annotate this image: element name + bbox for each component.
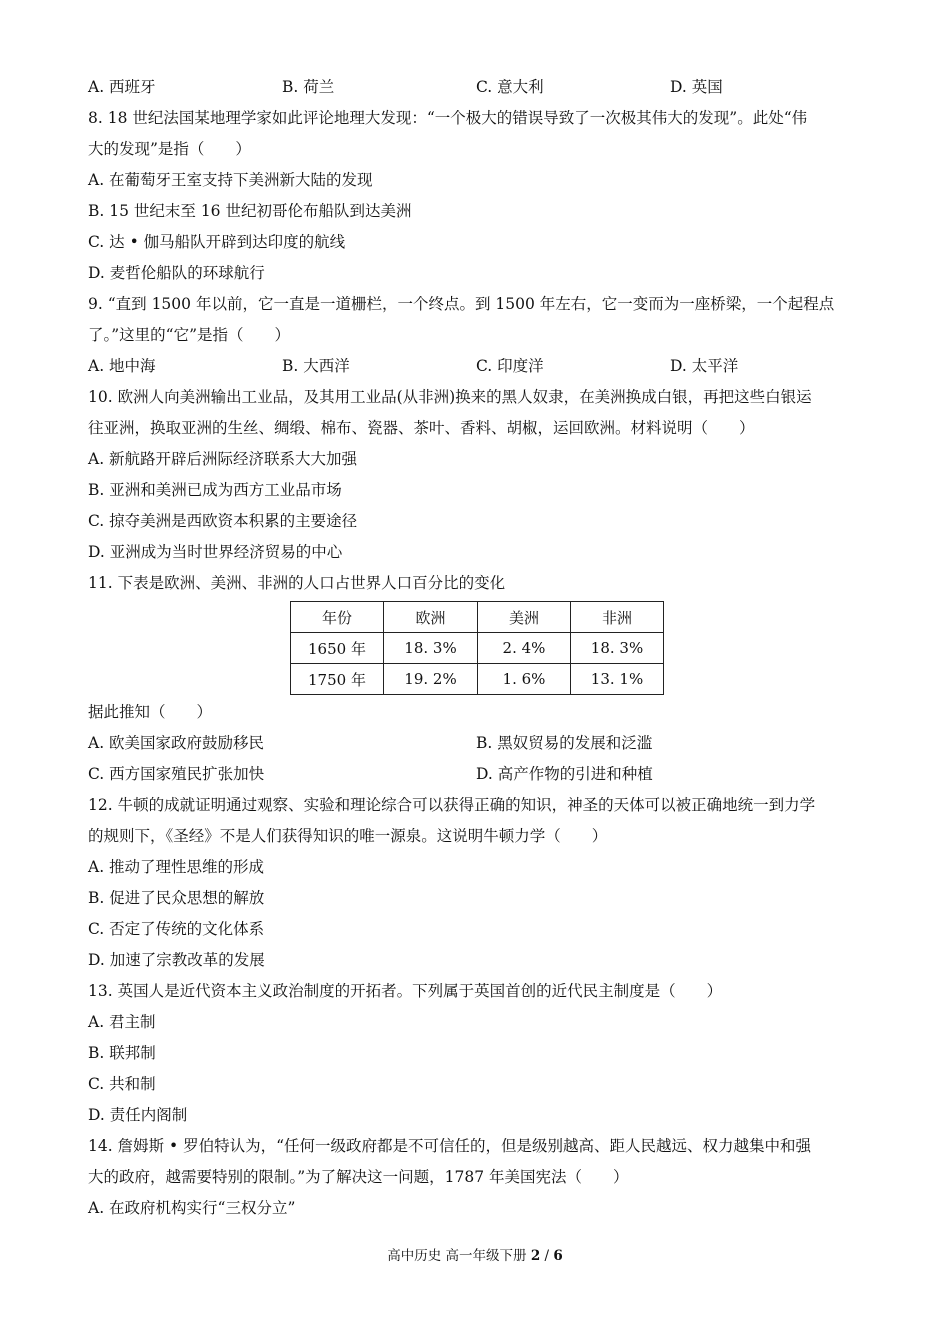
q11-option-b[interactable]: B. 黑奴贸易的发展和泛滥 [476, 734, 653, 752]
q9-option-a[interactable]: A. 地中海 [88, 357, 156, 375]
table-cell: 2. 4% [478, 633, 571, 664]
table-cell: 1650 年 [291, 633, 384, 664]
table-cell: 1. 6% [478, 664, 571, 695]
q13-option-c[interactable]: C. 共和制 [88, 1075, 156, 1093]
q10-option-d[interactable]: D. 亚洲成为当时世界经济贸易的中心 [88, 543, 343, 561]
table-header-year: 年份 [291, 602, 384, 633]
q8-option-d[interactable]: D. 麦哲伦船队的环球航行 [88, 264, 265, 282]
q8-stem-line2: 大的发现”是指（ ） [88, 140, 251, 158]
q7-options [88, 72, 866, 103]
q13-option-a[interactable]: A. 君主制 [88, 1013, 156, 1031]
q12-option-a[interactable]: A. 推动了理性思维的形成 [88, 858, 265, 876]
footer-page-separator: / [544, 1248, 550, 1264]
q9-option-c[interactable]: C. 印度洋 [476, 357, 544, 375]
exam-page [88, 72, 866, 1224]
q10-option-b[interactable]: B. 亚洲和美洲已成为西方工业品市场 [88, 481, 342, 499]
q13-option-b[interactable]: B. 联邦制 [88, 1044, 156, 1062]
table-cell: 19. 2% [384, 664, 478, 695]
q14-option-a[interactable]: A. 在政府机构实行“三权分立” [88, 1199, 296, 1217]
q12-option-c[interactable]: C. 否定了传统的文化体系 [88, 920, 265, 938]
q7-option-b[interactable]: B. 荷兰 [282, 78, 335, 96]
table-cell: 18. 3% [384, 633, 478, 664]
q11-option-a[interactable]: A. 欧美国家政府鼓励移民 [88, 734, 265, 752]
q10-stem-line1: 10. 欧洲人向美洲输出工业品，及其用工业品(从非洲)换来的黑人奴隶，在美洲换成白银，再把这些白银运 [88, 388, 812, 406]
q9-stem-line2: 了。”这里的“它”是指（ ） [88, 326, 291, 344]
q8-option-c[interactable]: C. 达 • 伽马船队开辟到达印度的航线 [88, 233, 346, 251]
table-header-america: 美洲 [478, 602, 571, 633]
footer-title: 高中历史 高一年级下册 [387, 1248, 527, 1264]
table-cell: 13. 1% [571, 664, 664, 695]
q9-option-b[interactable]: B. 大西洋 [282, 357, 350, 375]
page-footer [0, 1244, 950, 1264]
table-row [291, 633, 664, 664]
table-header-europe: 欧洲 [384, 602, 478, 633]
q10-option-c[interactable]: C. 掠夺美洲是西欧资本积累的主要途径 [88, 512, 358, 530]
q11-option-d[interactable]: D. 高产作物的引进和种植 [476, 765, 653, 783]
q11-stem: 11. 下表是欧洲、美洲、非洲的人口占世界人口百分比的变化 [88, 574, 506, 592]
q12-stem-line2: 的规则下，《圣经》不是人们获得知识的唯一源泉。这说明牛顿力学（ ） [88, 827, 608, 845]
q12-stem-line1: 12. 牛顿的成就证明通过观察、实验和理论综合可以获得正确的知识，神圣的天体可以被正确地统一到力学 [88, 796, 816, 814]
table-row [291, 664, 664, 695]
q8-stem-line1: 8. 18 世纪法国某地理学家如此评论地理大发现：“一个极大的错误导致了一次极其伟大的发现”。此处“伟 [88, 109, 808, 127]
table-cell: 1750 年 [291, 664, 384, 695]
footer-page-total: 6 [553, 1248, 563, 1264]
q13-stem: 13. 英国人是近代资本主义政治制度的开拓者。下列属于英国首创的近代民主制度是（ ） [88, 982, 723, 1000]
q13-option-d[interactable]: D. 责任内阁制 [88, 1106, 188, 1124]
q14-stem-line1: 14. 詹姆斯 • 罗伯特认为，“任何一级政府都是不可信任的，但是级别越高、距人民越远、权力越集中和强 [88, 1137, 812, 1155]
q10-stem-line2: 往亚洲，换取亚洲的生丝、绸缎、棉布、瓷器、茶叶、香料、胡椒，运回欧洲。材料说明（ ） [88, 419, 755, 437]
q9-option-d[interactable]: D. 太平洋 [670, 357, 739, 375]
q11-after-table: 据此推知（ ） [88, 703, 213, 721]
q10-option-a[interactable]: A. 新航路开辟后洲际经济联系大大加强 [88, 450, 358, 468]
table-cell: 18. 3% [571, 633, 664, 664]
q7-option-a[interactable]: A. 西班牙 [88, 78, 156, 96]
q11-option-c[interactable]: C. 西方国家殖民扩张加快 [88, 765, 265, 783]
footer-page-current: 2 [530, 1248, 541, 1264]
q11-options-row1 [88, 728, 866, 759]
q8-option-b[interactable]: B. 15 世纪末至 16 世纪初哥伦布船队到达美洲 [88, 202, 412, 220]
q9-stem-line1: 9. “直到 1500 年以前，它一直是一道栅栏，一个终点。到 1500 年左右，它一变而为一座桥梁，一个起程点 [88, 295, 835, 313]
q14-stem-line2: 大的政府，越需要特别的限制。”为了解决这一问题，1787 年美国宪法（ ） [88, 1168, 629, 1186]
table-header-row [291, 602, 664, 633]
q12-option-b[interactable]: B. 促进了民众思想的解放 [88, 889, 265, 907]
q7-option-c[interactable]: C. 意大利 [476, 78, 544, 96]
q11-options-row2 [88, 759, 866, 790]
population-table [290, 601, 664, 695]
q9-options [88, 351, 866, 382]
q7-option-d[interactable]: D. 英国 [670, 78, 723, 96]
q8-option-a[interactable]: A. 在葡萄牙王室支持下美洲新大陆的发现 [88, 171, 373, 189]
table-header-africa: 非洲 [571, 602, 664, 633]
q12-option-d[interactable]: D. 加速了宗教改革的发展 [88, 951, 265, 969]
